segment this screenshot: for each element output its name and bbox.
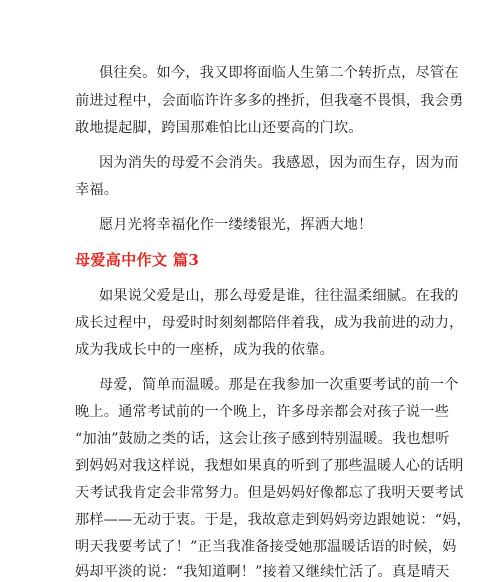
text-line: 那样——无动于衷。于是，我故意走到妈妈旁边跟她说：“妈， <box>75 512 471 528</box>
text-line: “加油”鼓励之类的话，这会让孩子感到特别温暖。我也想听 <box>75 431 450 447</box>
text-line: 到妈妈对我这样说，我想如果真的听到了那些温暖人心的话明 <box>75 458 464 474</box>
text-line: 晚上。通常考试前的一个晚上，许多母亲都会对孩子说一些 <box>75 404 450 420</box>
text-line: 俱往矣。如今，我又即将面临人生第二个转折点，尽管在 <box>99 65 459 81</box>
text-line: 前进过程中，会面临许许多多的挫折，但我毫不畏惧，我会勇 <box>75 93 464 109</box>
text-line: 敢地提起脚，跨国那难怕比山还要高的门坎。 <box>75 120 363 136</box>
text-line: 妈却平淡的说：“我知道啊！”接着又继续忙活了。真是晴天 <box>75 564 450 580</box>
section-title: 母爱高中作文 篇3 <box>75 251 200 269</box>
text-line: 幸福。 <box>75 182 119 198</box>
text-line: 母爱，简单而温暖。那是在我参加一次重要考试的前一个 <box>99 377 459 393</box>
text-line: 成长过程中，母爱时时刻刻都陪伴着我，成为我前进的动力， <box>75 315 464 331</box>
text-line: 愿月光将幸福化作一缕缕银光，挥洒大地！ <box>99 217 373 233</box>
text-line: 天考试我肯定会非常努力。但是妈妈好像都忘了我明天要考试 <box>75 485 464 501</box>
text-line: 成为我成长中的一座桥，成为我的依靠。 <box>75 342 334 358</box>
text-line: 因为消失的母爱不会消失。我感恩，因为而生存，因为而 <box>99 155 459 171</box>
text-line: 如果说父爱是山，那么母爱是谁，往往温柔细腻。在我的 <box>99 288 459 304</box>
text-line: 明天我要考试了！”正当我准备接受她那温暖话语的时候，妈 <box>75 539 457 555</box>
